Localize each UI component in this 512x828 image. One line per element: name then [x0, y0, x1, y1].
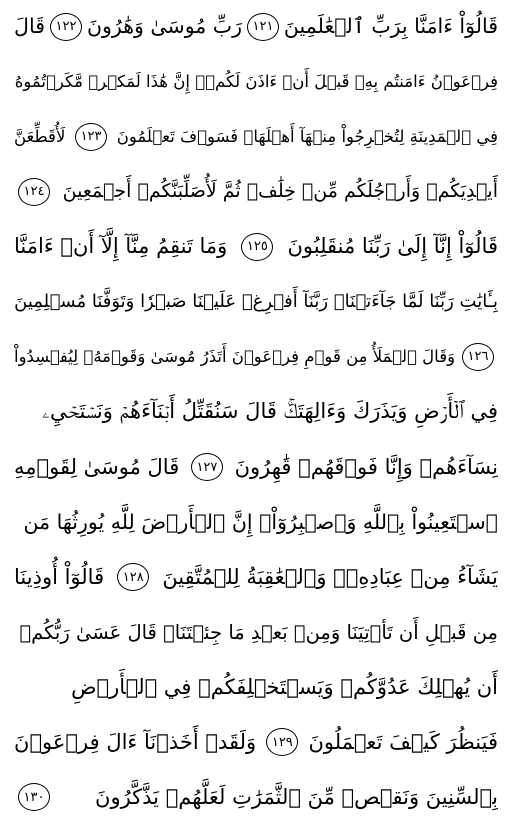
verse-text: فِي ٱلۡمَدِينَةِ لِتُخۡرِجُواْ مِنۡهَآ أَهۡلَهَاۖ فَسَوۡفَ تَعۡلَمُونَ: [116, 127, 498, 147]
verse-line: [14, 277, 498, 326]
verse-line: [14, 112, 498, 161]
ayah-number-marker: ١٢٣: [75, 123, 107, 151]
ayah-number-marker: ١٢٧: [191, 453, 223, 481]
verse-text: لَأُقَطِّعَنَّ: [14, 127, 66, 147]
verse-text: قَالُوٓاْ إِنَّآ إِلَىٰ رَبِّنَا مُنقَلِبُونَ: [287, 234, 498, 259]
verse-text: فِرۡعَوۡنُ ءَامَنتُم بِهِۦ قَبۡلَ أَنۡ ءَاذَنَ لَكُمۡۖ إِنَّ هَٰذَا لَمَكۡرٞ مَّكَرۡتُمُوهُ: [14, 72, 498, 92]
ayah-number-marker: ١٢٢: [50, 13, 82, 41]
verse-text: قَالُوٓاْ ءَامَنَّا بِرَبِّ ٱلۡعَٰلَمِينَ: [283, 14, 498, 38]
verse-text: مِن قَبۡلِ أَن تَأۡتِيَنَا وَمِنۢ بَعۡدِ مَا جِئۡتَنَاۚ قَالَ عَسَىٰ رَبُّكُمۡ: [19, 620, 498, 644]
ayah-number-marker: ١٢٨: [117, 563, 149, 591]
verse-text: ٱسۡتَعِينُواْ بِٱللَّهِ وَٱصۡبِرُوٓاْۖ إِنَّ ٱلۡأَرۡضَ لِلَّهِ يُورِثُهَا مَن: [23, 509, 498, 534]
verse-line: [14, 167, 498, 216]
verse-text: وَلَقَدۡ أَخَذۡنَآ ءَالَ فِرۡعَوۡنَ: [14, 729, 257, 754]
ayah-number-marker: ١٢٥: [241, 233, 273, 261]
verse-text: فَيَنظُرَ كَيۡفَ تَعۡمَلُونَ: [308, 729, 498, 754]
verse-line: [14, 553, 498, 602]
verse-text: بِٱلسِّنِينَ وَنَقۡصٖ مِّنَ ٱلثَّمَرَٰتِ لَعَلَّهُمۡ يَذَّكَّرُونَ: [95, 784, 498, 809]
verse-lines: [14, 2, 498, 822]
ayah-number-marker: ١٢٤: [18, 178, 50, 206]
verse-line: [14, 608, 498, 657]
ayah-number-marker: ١٢٦: [462, 343, 494, 371]
verse-text: يَشَآءُ مِنۡ عِبَادِهِۦۖ وَٱلۡعَٰقِبَةُ لِلۡمُتَّقِينَ: [162, 564, 498, 589]
verse-line: [14, 332, 498, 381]
verse-text: أَيۡدِيَكُمۡ وَأَرۡجُلَكُم مِّنۡ خِلَٰفٖ ثُمَّ لَأُصَلِّبَنَّكُمۡ أَجۡمَعِينَ: [62, 180, 498, 203]
ayah-number-marker: ١٣٠: [18, 783, 50, 811]
verse-text: رَبِّ مُوسَىٰ وَهَٰرُونَ: [86, 14, 242, 38]
verse-line: [14, 498, 498, 547]
verse-text: بِـَٔايَٰتِ رَبِّنَا لَمَّا جَآءَتۡنَاۚ رَبَّنَآ أَفۡرِغۡ عَلَيۡنَا صَبۡرٗا وَتَوَفَّنَا مُسۡلِمِينَ: [14, 291, 498, 313]
verse-line: [14, 387, 498, 436]
verse-line: [14, 663, 498, 712]
verse-line: [14, 2, 498, 51]
ayah-number-marker: ١٢٩: [266, 728, 298, 756]
verse-line: [14, 222, 498, 271]
verse-text: قَالَ مُوسَىٰ لِقَوۡمِهِ: [14, 454, 180, 479]
verse-line: [14, 57, 498, 106]
verse-text: قَالُوٓاْ أُوذِينَا: [14, 564, 105, 589]
ayah-number-marker: ١٢١: [247, 13, 279, 41]
verse-line: [14, 443, 498, 492]
verse-text: قَالَ: [14, 14, 45, 38]
verse-text: وَقَالَ ٱلۡمَلَأُ مِن قَوۡمِ فِرۡعَوۡنَ أَتَذَرُ مُوسَىٰ وَقَوۡمَهُۥ لِيُفۡسِدُواْ: [14, 347, 456, 367]
verse-text: وَمَا تَنقِمُ مِنَّآ إِلَّآ أَنۡ ءَامَنَّا: [14, 234, 228, 259]
verse-text: فِي ٱلۡأَرۡضِ وَيَذَرَكَ وَءَالِهَتَكَۚ قَالَ سَنُقَتِّلُ أَبۡنَآءَهُمۡ وَنَسۡتَحۡيِۦ: [42, 399, 498, 424]
verse-line: [14, 718, 498, 767]
verse-text: نِسَآءَهُمۡ وَإِنَّا فَوۡقَهُمۡ قَٰهِرُونَ: [234, 454, 498, 479]
verse-line: [14, 773, 498, 822]
verse-text: أَن يُهۡلِكَ عَدُوَّكُمۡ وَيَسۡتَخۡلِفَكُمۡ فِي ٱلۡأَرۡضِ: [71, 674, 498, 699]
